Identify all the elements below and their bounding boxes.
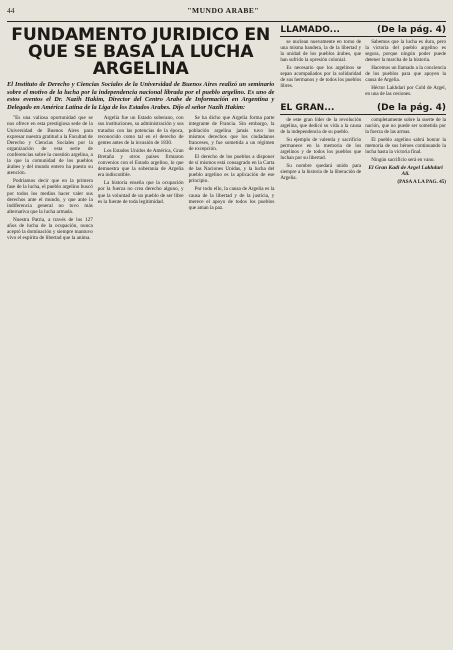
paragraph: Su nombre quedará unido para siempre a la historia de la liberación de Argelia.: [280, 163, 362, 181]
paragraph: Podríamos decir que en la primera fase de la lucha, el pueblo argelino buscó por todos los medios hacer valer sus derechos ante el mundo, y que ante la indiferencia general no tuvo más alternativa que la lucha armada.: [7, 178, 93, 215]
masthead: [7, 6, 446, 20]
side-column-1: [280, 39, 361, 99]
signature: El Gran Kadi de Argel Lakhdari Ali.: [368, 165, 443, 177]
paragraph: Los Estados Unidos de América, Gran Bretaña y otros países firmaron convenios con el Estado argelino, lo que demuestra que la soberanía de Argelia era indiscutible.: [97, 147, 184, 179]
lead-article: [7, 25, 274, 243]
paragraph: Nuestra Patria, a través de los 127 años de lucha de la ocupación, nunca aceptó la dominación y siempre mantuvo vivo el espíritu de libertad que la anima.: [7, 216, 93, 242]
paragraph: completamente sobre la suerte de la nación, que no puede ser sometida por la fuerza de las armas.: [365, 117, 446, 135]
paragraph: Por todo ello, la causa de Argelia es la causa de la libertad y de la justicia, y merece el apoyo de todos los pueblos que aman la paz.: [188, 186, 275, 211]
side-articles: [280, 25, 446, 243]
article-headline: FUNDAMENTO JURIDICO EN QUE SE BASA LA LUCHA ARGELINA: [11, 25, 271, 79]
side-column-2: [365, 117, 446, 185]
side-column-2: [365, 39, 446, 99]
paragraph: Ningún sacrificio será en vano.: [371, 157, 435, 163]
paragraph: Hacemos un llamado a la conciencia de los pueblos para que apoyen la causa de Argelia.: [365, 65, 446, 83]
paragraph: Se ha dicho que Argelia forma parte integrante de Francia. Sin embargo, la población argelina jamás tuvo los mismos derechos que los ciudadanos franceses, y fue sometida a un régimen de excepción.: [188, 115, 275, 152]
article-column-3: [189, 115, 275, 243]
side-article-el-gran: [280, 103, 446, 185]
paragraph: Héctor Lakhdari por Cold de Argel, en una de las cesiones.: [365, 85, 446, 97]
paragraph: El derecho de los pueblos a disponer de sí mismos está consagrado en la Carta de las Naciones Unidas, y la lucha del pueblo argelino es la aplicación de ese principio.: [188, 153, 275, 185]
paragraph: Es necesario que los argelinos se sepan acompañados por la solidaridad de sus hermanos y de todos los pueblos libres.: [280, 65, 362, 89]
paragraph: Su ejemplo de valentía y sacrificio permanece en la memoria de los argelinos y de todos los pueblos que luchan por su libertad.: [280, 137, 362, 161]
paragraph: Sabemos que la lucha es dura, pero la victoria del pueblo argelino es segura, porque ningún poder puede detener la marcha de la historia.: [365, 39, 446, 63]
article-column-2: [98, 115, 184, 243]
continuation-note: (De la pág. 4): [377, 103, 446, 113]
continuation-note: (De la pág. 4): [377, 25, 446, 35]
article-lede: El Instituto de Derecho y Ciencias Sociales de la Universidad de Buenos Aires realizó un seminario sobre el motivo de la lucha por la independencia nacional librada por el pueblo argelino. Es uno de estos eventos el Dr. Nazih Hakim, Director del Centro Arabe de Información en Argentina y Delegado en América Latina de la Liga de los Estados Arabes. Dijo el señor Nazih Hakim:: [7, 81, 275, 111]
side-article-title: EL GRAN...: [280, 103, 335, 113]
masthead-rule: [7, 21, 446, 22]
paragraph: El pueblo argelino sabrá honrar la memoria de sus héroes continuando la lucha hasta la victoria final.: [365, 137, 446, 155]
side-article-title: LLAMADO...: [280, 25, 340, 35]
side-column-1: [280, 117, 361, 185]
paragraph: de este gran líder de la revolución argelina, que dedicó su vida a la causa de la independencia de su pueblo.: [280, 117, 362, 135]
paragraph: "Es una valiosa oportunidad que se nos ofrece en esta prestigiosa sede de la Universidad de Buenos Aires para expresar nuestra gratitud a la Facultad de Derecho y Ciencias Sociales por la organización de esta serie de conferencias sobre la cuestión argelina, a la que la comunidad de los pueblos árabes y del mundo entero ha puesto su atención.: [7, 115, 93, 177]
side-article-llamado: [280, 25, 446, 99]
paragraph: Argelia fue un Estado soberano, con sus instituciones, su administración y sus tratados con las potencias de la época, reconocido como tal en el derecho de gentes antes de la invasión de 1830.: [97, 115, 184, 146]
article-column-1: [7, 115, 93, 243]
continued-note: (PASA A LA PAG. 45): [397, 179, 446, 185]
paragraph: La historia enseña que la ocupación por la fuerza no crea derecho alguno, y que la voluntad de un pueblo de ser libre es la fuente de toda legitimidad.: [97, 180, 184, 205]
page-number: 44: [7, 6, 15, 15]
paragraph: se nuclean nuevamente en torno de una misma bandera, la de la libertad y la unidad de los pueblos árabes, que han sufrido la opresión colonial.: [280, 39, 362, 63]
publication-name: "MUNDO ARABE": [187, 6, 260, 15]
